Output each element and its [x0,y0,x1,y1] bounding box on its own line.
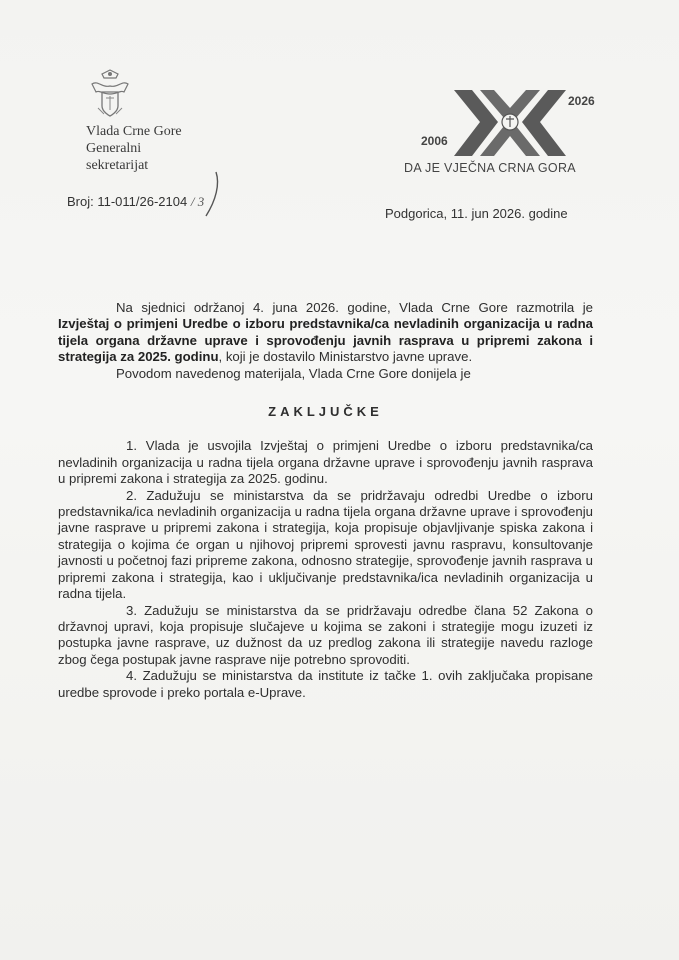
document-body [58,300,593,701]
institution-name [86,123,182,174]
intro-paragraph-2: Povodom navedenog materijala, Vlada Crne Gore donijela je [116,365,471,381]
intro-text: Na sjednici održanoj 4. juna 2026. godine, Vlada Crne Gore razmotrila je [116,300,593,315]
document-number [67,194,204,210]
report-title: Izvještaj o primjeni Uredbe o izboru predstavnika/ca nevladinih organizacija u radna tijela organa državne uprave i sprovođenju javnih rasprava u pripremi zakona i strategija za 2025. godinu [58,316,593,365]
montenegro-crest-icon [88,68,132,118]
document-date: Podgorica, 11. jun 2026. godine [385,206,568,221]
conclusion-item: 1. Vlada je usvojila Izvještaj o primjeni Uredbe o izboru predstavnika/ca nevladinih organizacija u radna tijela organa državne uprave i sprovođenju javnih rasprava u pripremi zakona i strategija za 2025. godinu. [58,438,593,487]
xx-anniversary-icon [450,86,570,160]
institution-line: sekretarijat [86,158,149,173]
handwritten-slash-icon [196,170,226,220]
conclusion-item: 3. Zadužuju se ministarstva da se pridržavaju odredbe člana 52 Zakona o državnoj upravi, koja propisuje slučajeve u kojima se zakoni i strategije mogu izuzeti iz postupka javne rasprave, uz dužnost da uz predlog zakona ili strategije navedu razloge zbog čega postupak javne rasprave nije potrebno sprovoditi. [58,602,593,667]
document-number-text: Broj: 11-011/26-2104 [67,194,188,209]
conclusions-heading: ZAKLJUČKE [268,404,383,420]
conclusion-item: 2. Zadužuju se ministarstva da se pridržavaju odredbi Uredbe o izboru predstavnika/ica nevladinih organizacija u radna tijela organa državne uprave i sprovođenju javne rasprave u pripremi zakona i strategija, koja propisuje objavljivanje spiska zakona i strategija o kojima će organ u njihovoj pripremi sprovesti javnu raspravu, konsultovanje javnosti u početnoj fazi pripreme zakona, odnosno strategije, sprovođenje javnih rasprava u pripremi zakona i strategija, kao i uključivanje predstavnika/ica nevladinih organizacija u radna tijela. [58,487,593,602]
anniversary-logo [395,82,610,182]
intro-paragraph [58,300,593,366]
motto: DA JE VJEČNA CRNA GORA [404,161,576,175]
conclusion-item: 4. Zadužuju se ministarstva da institute iz tačke 1. ovih zaključaka propisane uredbe sprovode i preko portala e-Uprave. [58,668,593,700]
intro-text-end: , koji je dostavilo Ministarstvo javne uprave. [218,349,473,365]
year-start: 2006 [421,134,448,148]
institution-line: Generalni [86,141,142,156]
document-number-handwritten: / 3 [190,194,205,209]
year-end: 2026 [568,94,595,108]
institution-line: Vlada Crne Gore [86,124,182,139]
